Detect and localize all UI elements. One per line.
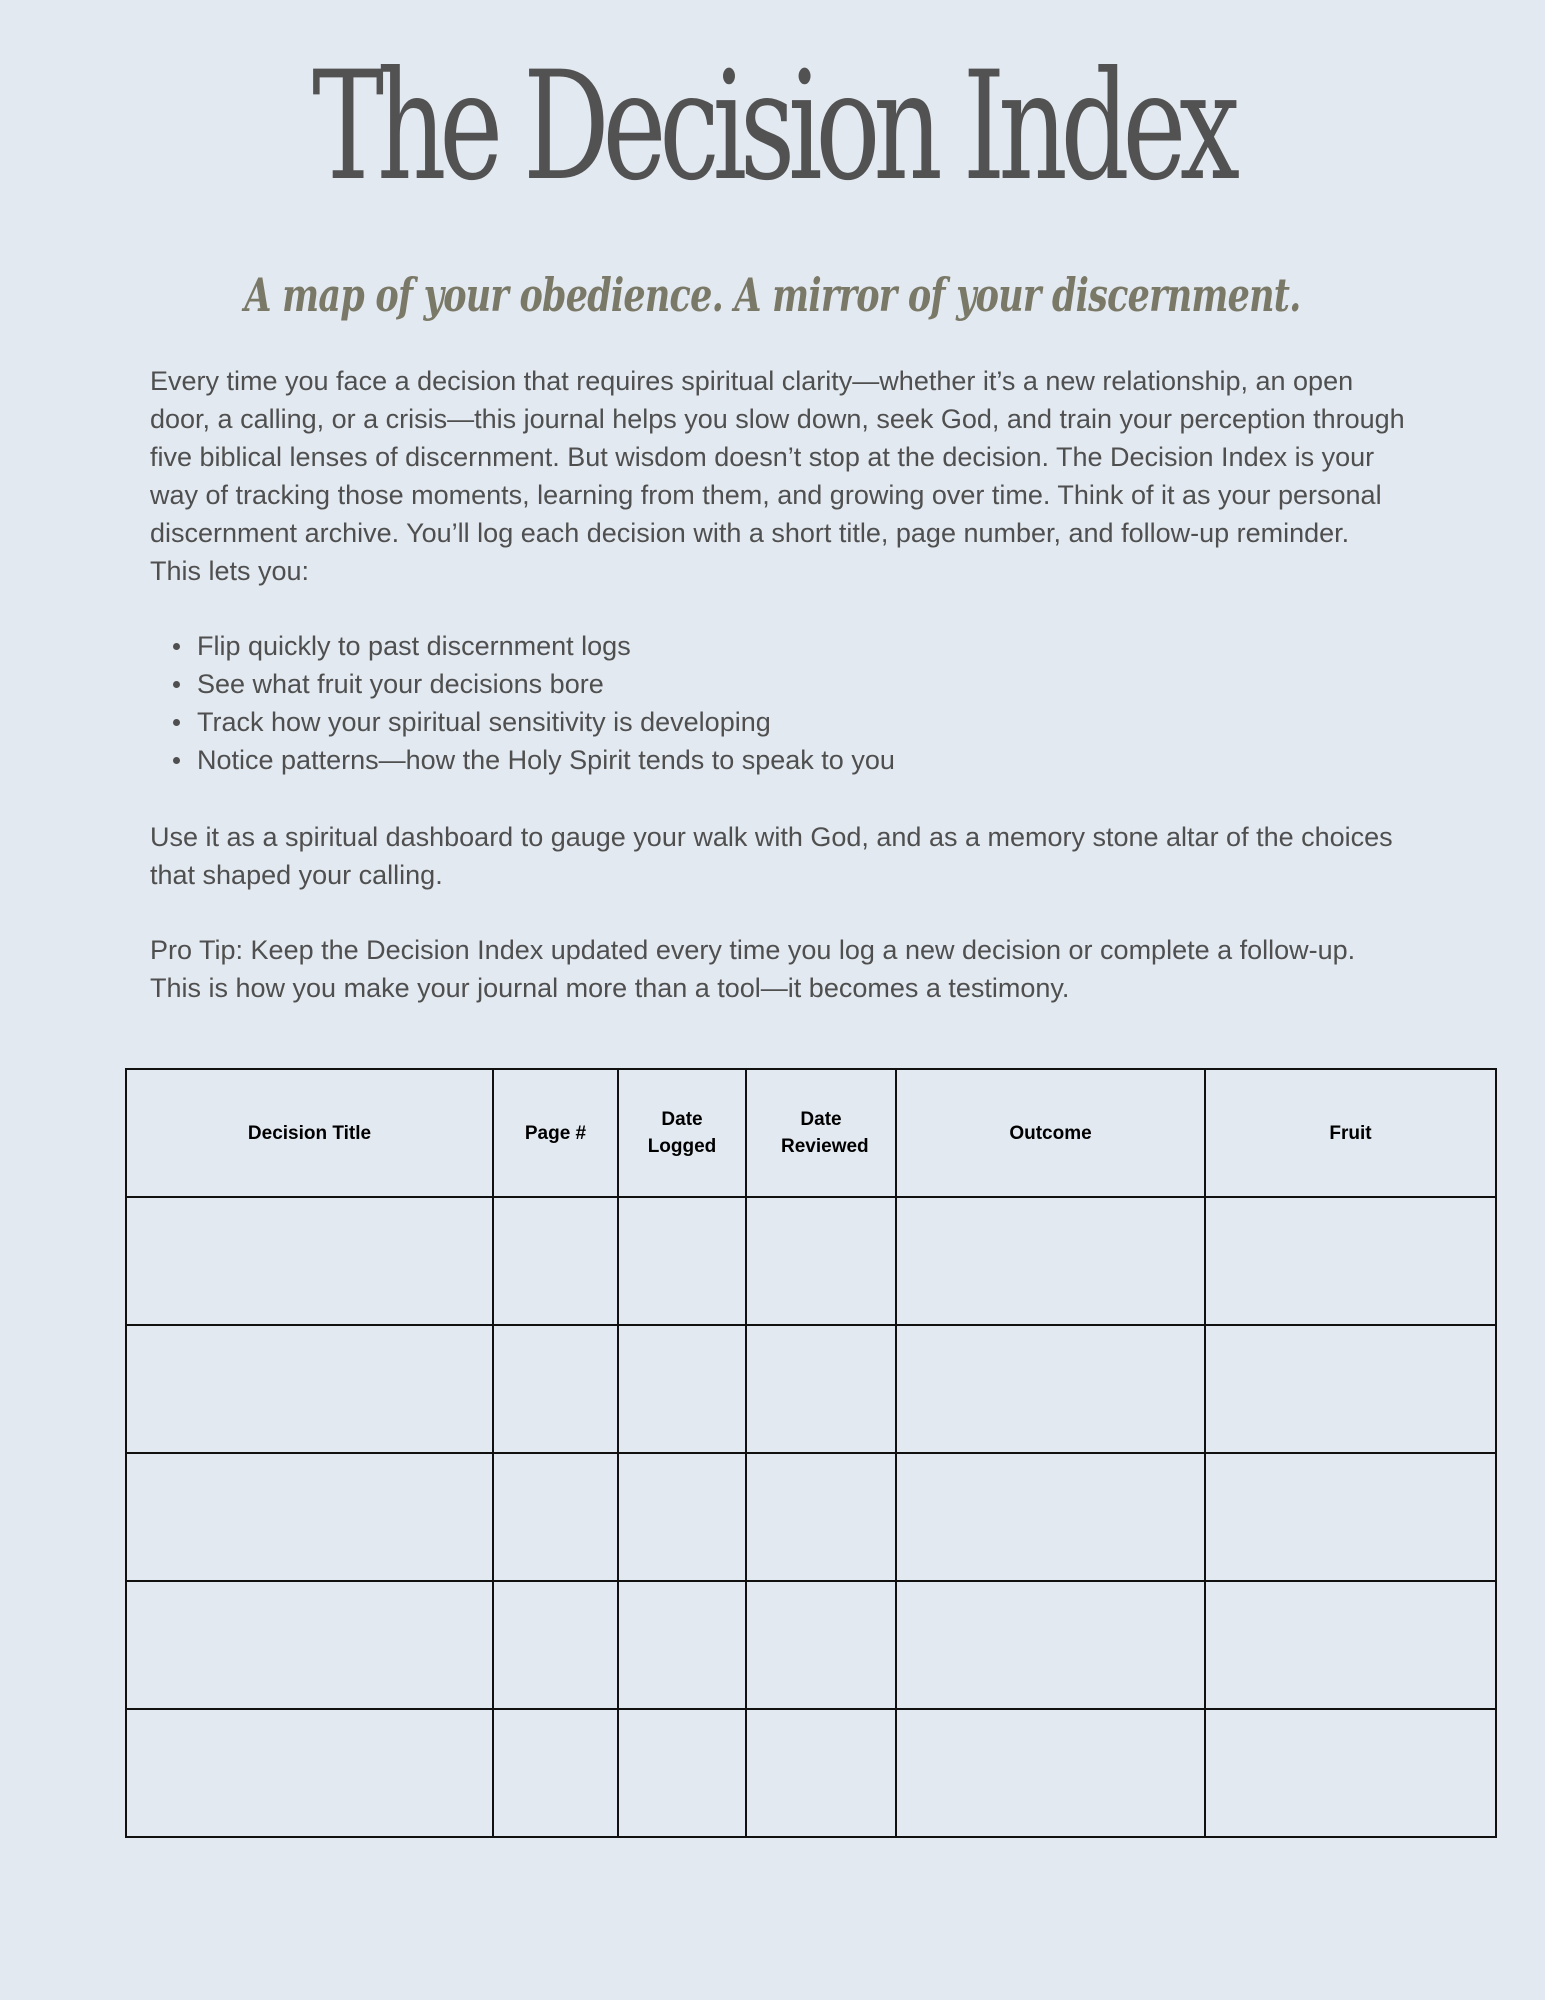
table-cell[interactable] [746,1709,896,1837]
table-cell[interactable] [1205,1709,1496,1837]
column-header-page-number: Page # [493,1069,618,1197]
table-row [126,1453,1496,1581]
table-cell[interactable] [126,1581,493,1709]
table-cell[interactable] [746,1197,896,1325]
table-cell[interactable] [618,1709,746,1837]
table-cell[interactable] [1205,1581,1496,1709]
column-header-date-logged: Date Logged [618,1069,746,1197]
column-header-outcome: Outcome [896,1069,1205,1197]
table-row [126,1325,1496,1453]
table-cell[interactable] [493,1453,618,1581]
table-cell[interactable] [746,1581,896,1709]
table-cell[interactable] [493,1325,618,1453]
table-cell[interactable] [896,1453,1205,1581]
table-cell[interactable] [618,1197,746,1325]
table-cell[interactable] [1205,1325,1496,1453]
pro-tip-paragraph: Pro Tip: Keep the Decision Index updated every time you log a new decision or complete a follow-up. This is how you make your journal more than a tool—it becomes a testimony. [150,935,1356,1003]
list-item: Notice patterns—how the Holy Spirit tends to speak to you [197,741,1452,779]
table-cell[interactable] [493,1197,618,1325]
table-cell[interactable] [1205,1197,1496,1325]
table-cell[interactable] [896,1709,1205,1837]
table-cell[interactable] [126,1325,493,1453]
table-cell[interactable] [896,1197,1205,1325]
page-title: The Decision Index [312,40,1233,214]
column-header-date-reviewed: Date Reviewed [746,1069,896,1197]
table-row [126,1709,1496,1837]
table-cell[interactable] [493,1581,618,1709]
page-subtitle: A map of your obedience. A mirror of your discernment. [244,268,1301,322]
list-item: Track how your spiritual sensitivity is developing [197,703,1452,741]
table-cell[interactable] [618,1325,746,1453]
benefit-list [150,627,1452,779]
table-cell[interactable] [618,1581,746,1709]
table-cell[interactable] [493,1709,618,1837]
list-item: Flip quickly to past discernment logs [197,627,1452,665]
intro-paragraph: Every time you face a decision that requires spiritual clarity—whether it’s a new relationship, an open door, a calling, or a crisis—this journal helps you slow down, seek God, and train your perception through five biblical lenses of discernment. But wisdom doesn’t stop at the decision. The Decision Index is your way of tracking those moments, learning from them, and growing over time. Think of it as your personal discernment archive. You’ll log each decision with a short title, page number, and follow-up reminder. This lets you: [150,366,1405,586]
table-cell[interactable] [896,1325,1205,1453]
table-cell[interactable] [618,1453,746,1581]
table-cell[interactable] [126,1453,493,1581]
decision-index-table [125,1068,1497,1838]
table-cell[interactable] [896,1581,1205,1709]
usage-paragraph: Use it as a spiritual dashboard to gauge your walk with God, and as a memory stone altar of the choices that shaped your calling. [150,822,1393,890]
table-cell[interactable] [746,1325,896,1453]
table-row [126,1197,1496,1325]
table-cell[interactable] [1205,1453,1496,1581]
list-item: See what fruit your decisions bore [197,665,1452,703]
table-cell[interactable] [126,1197,493,1325]
table-row [126,1581,1496,1709]
column-header-fruit: Fruit [1205,1069,1496,1197]
table-cell[interactable] [746,1453,896,1581]
table-cell[interactable] [126,1709,493,1837]
column-header-decision-title: Decision Title [126,1069,493,1197]
table-header-row [126,1069,1496,1197]
